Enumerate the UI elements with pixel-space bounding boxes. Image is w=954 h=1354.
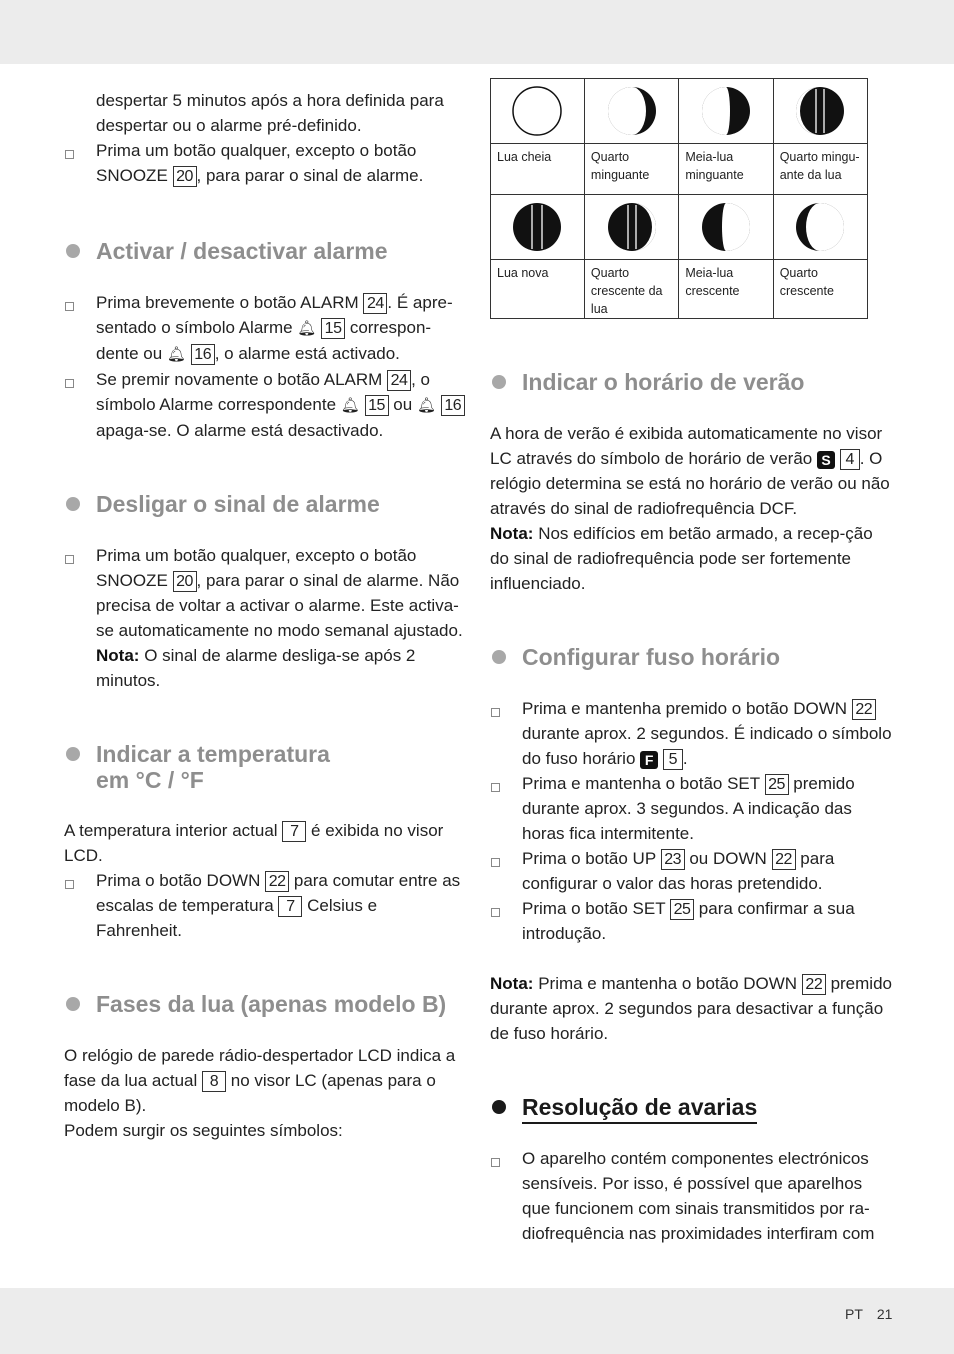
text: Prima brevemente o botão ALARM — [96, 293, 359, 312]
heading-text: Resolução de avarias — [522, 1094, 757, 1124]
waning-gibbous-icon — [606, 85, 658, 137]
text: correspon-dente ou — [96, 318, 432, 363]
section-heading-timezone — [490, 644, 892, 670]
text: para comutar entre as escalas de temperatura — [96, 871, 461, 915]
text: Celsius e Fahrenheit. — [96, 896, 378, 940]
text: O sinal de alarme desliga-se após 2 minutos. — [96, 646, 416, 690]
alarm-bell-icon: 🔔︎ — [297, 320, 317, 337]
moon-cell — [584, 79, 678, 144]
ref-number: 16 — [191, 344, 215, 365]
text: Prima o botão UP — [522, 849, 656, 868]
timezone-bullet-4 — [490, 896, 892, 946]
ref-number: 8 — [202, 1071, 226, 1092]
page-footer — [845, 1306, 906, 1322]
last-quarter-icon — [700, 85, 752, 137]
left-column — [64, 88, 466, 1143]
note-label: Nota: — [490, 524, 534, 543]
moon-cell — [679, 195, 773, 260]
heading-text: Indicar a temperatura — [96, 741, 330, 767]
moon-label-cell — [773, 260, 867, 319]
text: , para parar o sinal de alarme. — [196, 166, 424, 185]
ref-number: 25 — [670, 899, 694, 920]
moon-cell — [491, 79, 585, 144]
new-moon-icon — [511, 201, 563, 253]
heading-text: Desligar o sinal de alarme — [96, 491, 380, 517]
heading-text: Indicar o horário de verão — [522, 369, 805, 395]
text: O relógio de parede rádio-despertador LCD indica a fase da lua actual — [64, 1046, 456, 1090]
alarm-bell-icon: 🔔︎ — [166, 346, 186, 363]
text: ou — [393, 395, 413, 414]
text: Prima e mantenha premido o botão DOWN — [522, 699, 848, 718]
text: Prima um botão qualquer, excepto o botão SNOOZE — [96, 546, 417, 590]
first-quarter-icon — [700, 201, 752, 253]
full-moon-icon — [511, 85, 563, 137]
text: para confirmar a sua introdução. — [522, 899, 855, 943]
timezone-bullet-1 — [490, 696, 892, 771]
text: Prima e mantenha o botão SET — [522, 774, 760, 793]
moon-label: Quarto mingu-ante da lua — [779, 150, 860, 182]
moon-label: Lua cheia — [497, 150, 552, 164]
header-band — [0, 0, 954, 64]
moon-cell — [773, 195, 867, 260]
heading-text: Activar / desactivar alarme — [96, 238, 388, 264]
timezone-bullet-3 — [490, 846, 892, 896]
text: , para parar o sinal de alarme. Não precisa de voltar a activar o alarme. Este activa-se automaticamente no modo semanal ajustado. — [96, 571, 463, 640]
moon-cell — [584, 195, 678, 260]
text: . É apre-sentado o símbolo Alarme — [96, 293, 453, 337]
ref-number: 24 — [363, 293, 387, 314]
ref-number: 22 — [265, 871, 289, 892]
section-heading-troubleshooting — [490, 1094, 892, 1120]
intro-continuation: despertar 5 minutos após a hora definida para despertar ou o alarme pré-definido. — [96, 91, 444, 135]
alarm-off-bullet — [64, 543, 466, 643]
ref-number: 15 — [321, 318, 345, 339]
text: premido durante aprox. 2 segundos para desactivar a função de fuso horário. — [490, 974, 892, 1043]
text: no visor LC (apenas para o modelo B). — [64, 1071, 436, 1115]
timezone-bullet-2 — [490, 771, 892, 846]
moon-label: Quarto minguante — [590, 150, 650, 182]
moon-paragraph — [64, 1043, 466, 1118]
ref-number: 23 — [661, 849, 685, 870]
moon-label-cell — [773, 144, 867, 195]
heading-text: Configurar fuso horário — [522, 644, 781, 670]
waning-crescent-icon — [794, 85, 846, 137]
ref-number: 20 — [173, 166, 197, 187]
ref-number: 16 — [441, 395, 465, 416]
alarm-bullet-1 — [64, 290, 466, 367]
ref-number: 22 — [772, 849, 796, 870]
timezone-symbol-icon: F — [640, 751, 658, 769]
text: Nos edifícios em betão armado, a recep-ção do sinal de radiofrequência pode ser fortemente influenciado. — [490, 524, 873, 593]
moon-label: Quarto crescente da lua — [590, 266, 663, 316]
text: apaga-se. O alarme está desactivado. — [96, 421, 384, 440]
ref-number: 5 — [663, 749, 683, 770]
section-heading-alarm-off — [64, 491, 466, 517]
temperature-paragraph — [64, 818, 466, 868]
text: Prima o botão DOWN — [96, 871, 261, 890]
text: , o símbolo Alarme correspondente — [96, 370, 430, 414]
moon-label-cell — [584, 260, 678, 319]
text: premido durante aprox. 3 segundos. A indicação das horas fica intermitente. — [522, 774, 855, 843]
ref-number: 15 — [365, 395, 389, 416]
heading-text: Fases da lua (apenas modelo B) — [96, 991, 447, 1017]
dst-paragraph — [490, 421, 892, 521]
moon-label-cell — [491, 260, 585, 319]
moon-phase-table — [490, 78, 868, 319]
ref-number: 22 — [852, 699, 876, 720]
moon-label-row — [491, 260, 868, 319]
moon-icon-row — [491, 79, 868, 144]
ref-number: 7 — [282, 821, 306, 842]
right-column — [490, 78, 892, 1246]
waxing-gibbous-icon — [794, 201, 846, 253]
alarm-bell-icon: 🔔︎ — [340, 397, 360, 414]
ref-number: 4 — [840, 449, 860, 470]
ref-number: 24 — [387, 370, 411, 391]
language-code: PT — [845, 1306, 863, 1322]
moon-label: Meia-lua minguante — [685, 150, 744, 182]
moon-symbols-intro: Podem surgir os seguintes símbolos: — [64, 1121, 343, 1140]
summer-time-symbol-icon: S — [817, 451, 835, 469]
alarm-off-note — [64, 643, 466, 693]
moon-cell — [491, 195, 585, 260]
text: Se premir novamente o botão ALARM — [96, 370, 383, 389]
section-heading-alarm — [64, 238, 466, 264]
moon-label-row — [491, 144, 868, 195]
dst-note — [490, 521, 892, 596]
moon-cell — [679, 79, 773, 144]
text: é exibida no visor LCD. — [64, 821, 444, 865]
text: para configurar o valor das horas pretendido. — [522, 849, 835, 893]
moon-label-cell — [679, 260, 773, 319]
moon-label-cell — [679, 144, 773, 195]
note-label: Nota: — [490, 974, 534, 993]
moon-label: Meia-lua crescente — [685, 266, 740, 298]
alarm-bullet-2 — [64, 367, 466, 443]
moon-label: Quarto crescente — [779, 266, 834, 298]
ref-number: 20 — [173, 571, 197, 592]
section-heading-temperature — [64, 741, 466, 793]
moon-cell — [773, 79, 867, 144]
page-number: 21 — [876, 1306, 893, 1322]
footer-band — [0, 1288, 954, 1354]
waxing-crescent-icon — [606, 201, 658, 253]
ref-number: 22 — [802, 974, 826, 995]
note-label: Nota: — [96, 646, 140, 665]
text: A temperatura interior actual — [64, 821, 278, 840]
text: ou DOWN — [689, 849, 767, 868]
heading-text: em °C / °F — [96, 767, 204, 793]
text: . O relógio determina se está no horário de verão ou não através do sinal de radiofrequência DCF. — [490, 449, 890, 518]
text: Prima um botão qualquer, excepto o botão SNOOZE — [96, 141, 417, 185]
moon-icon-row — [491, 195, 868, 260]
text: Prima o botão SET — [522, 899, 666, 918]
alarm-bell-icon: 🔔︎ — [416, 397, 436, 414]
text: , o alarme está activado. — [214, 344, 400, 363]
moon-label-cell — [491, 144, 585, 195]
ref-number: 7 — [278, 896, 302, 917]
intro-bullet — [64, 138, 466, 188]
text: A hora de verão é exibida automaticamente no visor LC através do símbolo de horário de verão — [490, 424, 883, 468]
timezone-note — [490, 971, 892, 1046]
troubleshooting-bullet: O aparelho contém componentes electrónicos sensíveis. Por isso, é possível que aparelhos que funcionem com sinais transmitidos por ra-diofrequência nas proximidades interfiram com — [490, 1146, 892, 1246]
text: Prima e mantenha o botão DOWN — [538, 974, 798, 993]
moon-label-cell — [584, 144, 678, 195]
temperature-bullet — [64, 868, 466, 943]
ref-number: 25 — [765, 774, 789, 795]
text: . — [682, 749, 688, 768]
moon-label: Lua nova — [497, 266, 549, 280]
section-heading-moon — [64, 991, 466, 1017]
section-heading-dst — [490, 369, 892, 395]
text: durante aprox. 2 segundos. É indicado o símbolo do fuso horário — [522, 724, 892, 768]
